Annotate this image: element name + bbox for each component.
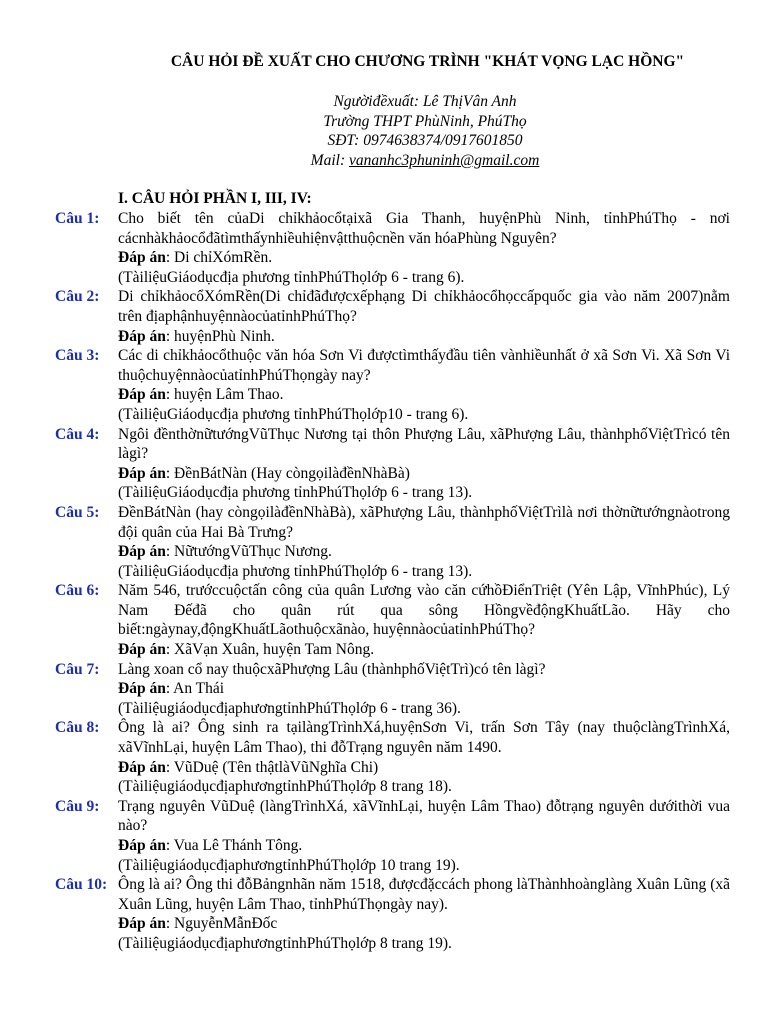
answer-text: ĐềnBátNàn (Hay còngọilàđềnNhàBà) — [174, 464, 410, 482]
source-line: (TàiliệugiáodụcđịaphươngtỉnhPhúThọlớp 10 trang 19). — [118, 856, 460, 874]
answer-line: Đáp án: Di chỉXómRền. — [118, 249, 273, 267]
question-label: Câu 8: — [55, 719, 100, 737]
source-line: (TàiliệuGiáodụcđịa phương tỉnhPhúThọlớp 6 - trang 13). — [118, 562, 473, 580]
question-text: Ông là ai? Ông thi đỗBảngnhãn năm 1518, đượcđặccách phong làThànhhoànglàng Xuân Lũng (xã Xuân Lũng, huyện Lâm Thao, tỉnhPhúThọngày nay). — [118, 876, 730, 913]
answer-label: Đáp án — [118, 464, 166, 482]
answer-text: NguyễnMẫnĐốc — [174, 915, 278, 933]
question-text: Các di chỉkhảocổthuộc văn hóa Sơn Vi đượctìmthấyđầu tiên vànhiềunhất ở xã Sơn Vi. Xã Sơn Vi thuộchuyệnnàocủatỉnhPhúThọngày nay? — [118, 347, 730, 384]
answer-text: NữtướngVũThục Nương. — [174, 543, 332, 561]
answer-line: Đáp án: ĐềnBátNàn (Hay còngọilàđềnNhàBà) — [118, 464, 410, 482]
answer-line: Đáp án: huyệnPhù Ninh. — [118, 327, 275, 345]
source-line: (TàiliệugiáodụcđịaphươngtỉnhPhúThọlớp 8 trang 19). — [118, 934, 452, 952]
answer-label: Đáp án — [118, 915, 166, 933]
answer-label: Đáp án — [118, 543, 166, 561]
proposer-line: Ngườiđềxuất: Lê ThịVân Anh — [333, 93, 517, 110]
answer-line: Đáp án: Vua Lê Thánh Tông. — [118, 837, 303, 854]
source-line: (TàiliệuGiáodụcđịa phương tỉnhPhúThọlớp10 - trang 6). — [118, 405, 469, 423]
author-block — [120, 92, 730, 170]
answer-text: huyện Lâm Thao. — [174, 386, 284, 404]
answer-text: XãVạn Xuân, huyện Tam Nông. — [174, 641, 375, 659]
document-title: CÂU HỎI ĐỀ XUẤT CHO CHƯƠNG TRÌNH "KHÁT VỌNG LẠC HỒNG" — [170, 53, 685, 70]
answer-text: Di chỉXómRền. — [174, 249, 273, 267]
question-label: Câu 5: — [55, 503, 100, 521]
answer-line: Đáp án: huyện Lâm Thao. — [118, 386, 284, 404]
answer-text: An Thái — [173, 680, 225, 698]
question-text: Trạng nguyên VũDuệ (làngTrìnhXá, xãVĩnhLại, huyện Lâm Thao) đỗtrạng nguyên dướithời vua nào? — [118, 797, 730, 835]
question-text: Di chỉkhảocổXómRền(Di chỉđãđượcxếphạng Di chỉkhảocổhọccấpquốc gia vào năm 2007)nằm trên địaphậnhuyệnnàocủatỉnhPhúThọ? — [118, 288, 730, 325]
answer-line: Đáp án: VũDuệ (Tên thậtlàVũNghĩa Chi) — [118, 758, 379, 776]
question-label: Câu 3: — [55, 347, 100, 365]
phone-line: SĐT: 0974638374/0917601850 — [327, 132, 523, 150]
question-text: Năm 546, trướccuộctấn công của quân Lương vào căn cứhồĐiểnTriệt (Yên Lập, VĩnhPhúc), Lý Nam Đếđã cho quân rút qua sông HồngvềđộngKhuấtLão. Hãy cho biết:ngàynay,độngKhuấtLãothuộcxãnào, huyệnnàocủatỉnhPhúThọ? — [118, 582, 730, 639]
source-line: (TàiliệugiáodụcđịaphươngtỉnhPhúThọlớp 8 trang 18). — [118, 778, 452, 796]
mail-label: Mail: — [310, 151, 349, 169]
source-line: (TàiliệuGiáodụcđịa phương tỉnhPhúThọlớp 6 - trang 6). — [118, 268, 465, 286]
question-list — [0, 209, 768, 954]
answer-text: huyệnPhù Ninh. — [174, 327, 275, 345]
question-8 — [0, 718, 768, 796]
answer-label: Đáp án — [118, 327, 166, 345]
mail-line — [120, 151, 730, 171]
answer-line: Đáp án: NữtướngVũThục Nương. — [118, 543, 332, 561]
answer-line: Đáp án: XãVạn Xuân, huyện Tam Nông. — [118, 641, 375, 659]
school-line: Trường THPT PhùNinh, PhúThọ — [323, 112, 527, 130]
question-6 — [0, 581, 768, 659]
question-1 — [0, 209, 768, 287]
question-label: Câu 10: — [55, 876, 108, 894]
section-title: I. CÂU HỎI PHẦN I, III, IV: — [118, 190, 312, 207]
question-4 — [0, 425, 768, 503]
answer-label: Đáp án — [118, 680, 166, 698]
question-label: Câu 6: — [55, 582, 100, 600]
question-text: Ngôi đềnthờnữtướngVũThục Nương tại thôn Phượng Lâu, xãPhượng Lâu, thànhphốViệtTrìcó tên làgì? — [118, 425, 730, 463]
answer-label: Đáp án — [118, 249, 166, 267]
answer-line: Đáp án: NguyễnMẫnĐốc — [118, 915, 278, 933]
question-label: Câu 9: — [55, 797, 100, 815]
answer-label: Đáp án — [118, 837, 166, 854]
question-label: Câu 7: — [55, 660, 100, 678]
question-2 — [0, 287, 768, 346]
question-text: Làng xoan cổ nay thuộcxãPhượng Lâu (thànhphốViệtTrì)có tên làgì? — [118, 660, 546, 678]
answer-line: Đáp án: An Thái — [118, 680, 225, 698]
question-label: Câu 1: — [55, 210, 100, 227]
question-label: Câu 4: — [55, 425, 100, 443]
question-label: Câu 2: — [55, 288, 100, 306]
answer-text: Vua Lê Thánh Tông. — [173, 837, 303, 854]
question-10 — [0, 875, 768, 953]
question-9 — [0, 797, 768, 875]
answer-label: Đáp án — [118, 641, 166, 659]
question-3 — [0, 346, 768, 424]
question-7 — [0, 660, 768, 719]
question-text: Ông là ai? Ông sinh ra tạilàngTrìnhXá,huyệnSơn Vi, trấn Sơn Tây (nay thuộclàngTrìnhXá, xãVĩnhLại, huyện Lâm Thao), thi đỗTrạng nguyên năm 1490. — [118, 719, 730, 757]
source-line: (TàiliệugiáodụcđịaphươngtỉnhPhúThọlớp 6 - trang 36). — [118, 699, 461, 717]
question-text: ĐềnBátNàn (hay còngọilàđềnNhàBà), xãPhượng Lâu, thànhphốViệtTrìlà nơi thờnữtướngnàotrong đội quân của Hai Bà Trưng? — [118, 503, 730, 541]
answer-label: Đáp án — [118, 758, 166, 776]
source-line: (TàiliệuGiáodụcđịa phương tỉnhPhúThọlớp 6 - trang 13). — [118, 484, 473, 502]
question-5 — [0, 503, 768, 581]
mail-link[interactable]: vananhc3phuninh@gmail.com — [348, 151, 540, 169]
question-text: Cho biết tên củaDi chỉkhảocổtạixã Gia Thanh, huyệnPhù Ninh, tỉnhPhúThọ - nơi cácnhàkhảocổđãtìmthấynhiềuhiệnvậtthuộcnền văn hóaPhùng Nguyên? — [118, 210, 730, 247]
answer-text: VũDuệ (Tên thậtlàVũNghĩa Chi) — [173, 758, 379, 776]
answer-label: Đáp án — [118, 386, 166, 404]
